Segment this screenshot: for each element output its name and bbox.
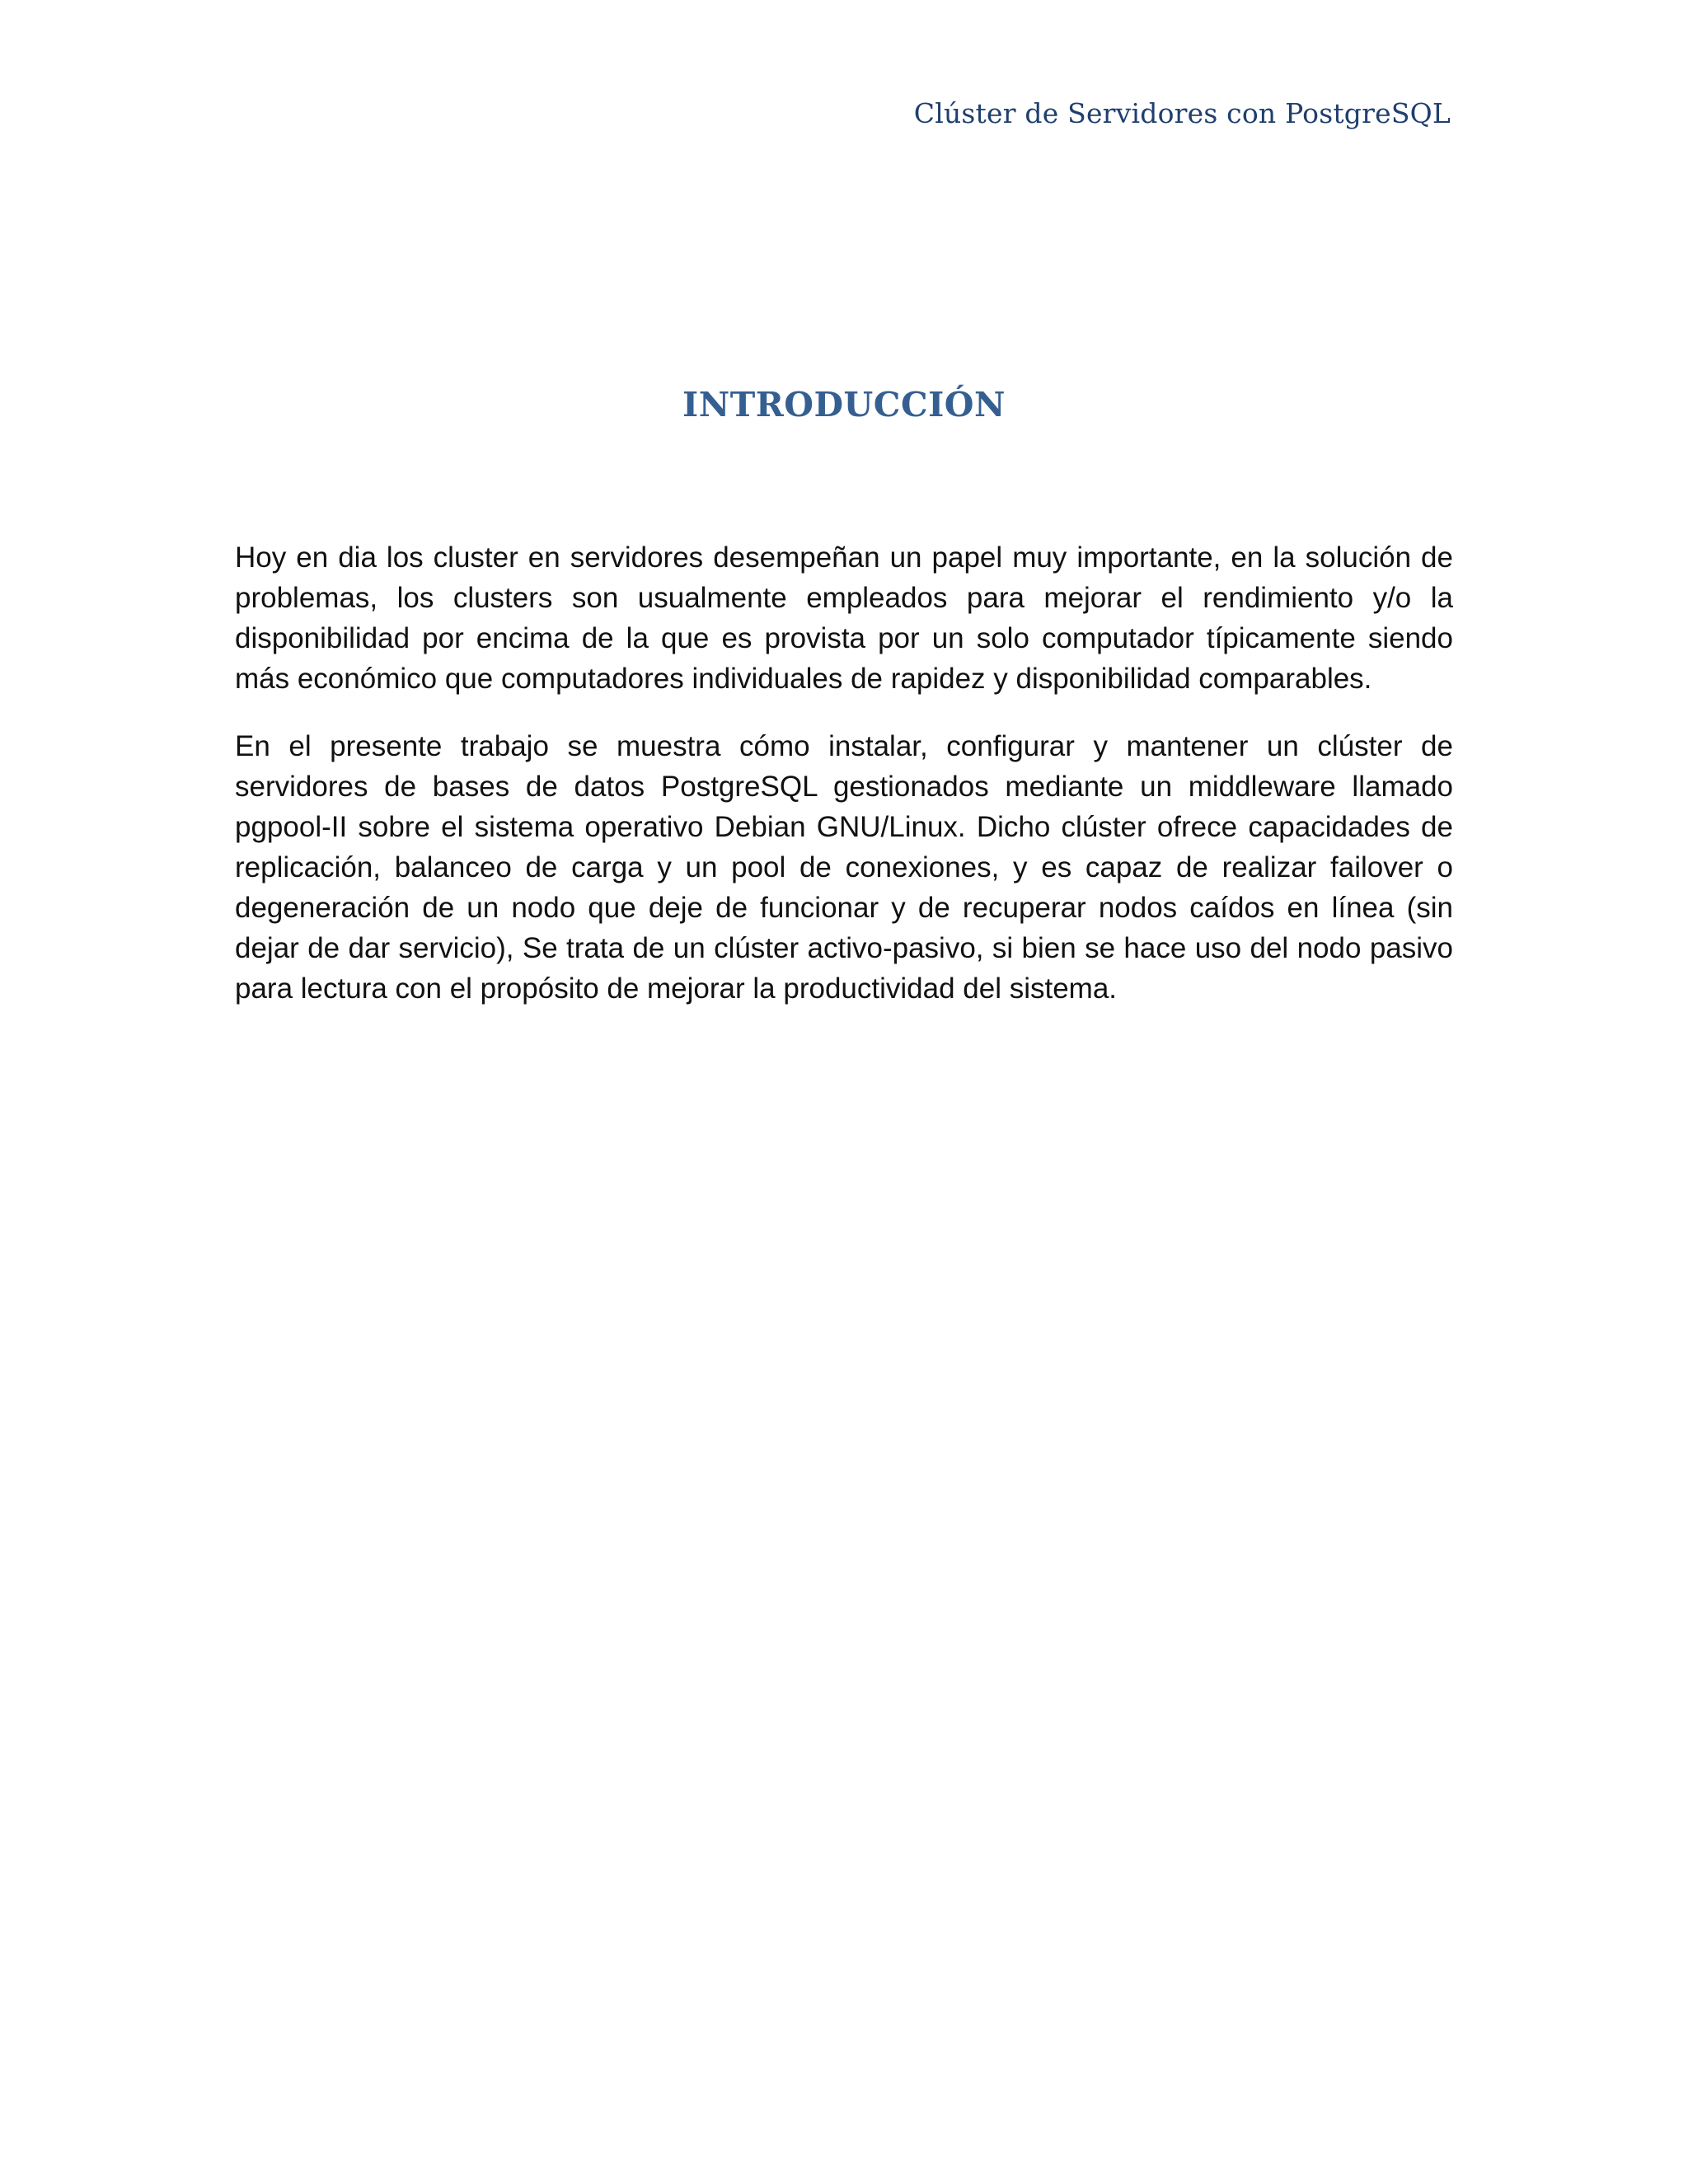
- paragraph-intro: Hoy en dia los cluster en servidores desempeñan un papel muy importante, en la solución de problemas, los clusters son usualmente empleados para mejorar el rendimiento y/o la disponibilidad por encima de la que es provista por un solo computador típicamente siendo más económico que computadores individuales de rapidez y disponibilidad comparables.: [235, 541, 1453, 695]
- body-text: [235, 537, 1453, 1036]
- running-header: Clúster de Servidores con PostgreSQL: [913, 97, 1451, 129]
- section-title: INTRODUCCIÓN: [682, 385, 1006, 425]
- paragraph-scope: En el presente trabajo se muestra cómo instalar, configurar y mantener un clúster de servidores de bases de datos PostgreSQL gestionados mediante un middleware llamado pgpool-II sobre el sistema operativo Debian GNU/Linux. Dicho clúster ofrece capacidades de replicación, balanceo de carga y un pool de conexiones, y es capaz de realizar failover o degeneración de un nodo que deje de funcionar y de recuperar nodos caídos en línea (sin dejar de dar servicio), Se trata de un clúster activo-pasivo, si bien se hace uso del nodo pasivo para lectura con el propósito de mejorar la productividad del sistema.: [235, 730, 1453, 1005]
